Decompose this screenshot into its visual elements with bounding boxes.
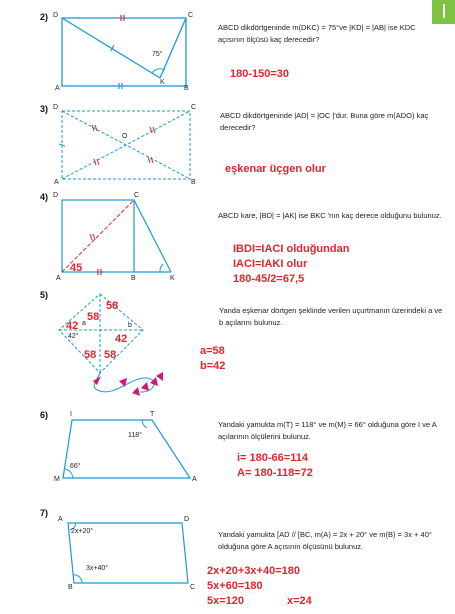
q7-answer-line-3: 5x=120 (207, 595, 245, 607)
q7-angle-b: 3x+40° (86, 565, 109, 572)
q5-red-label-5: 58 (84, 349, 97, 361)
q2-angle-label: 75° (152, 51, 163, 58)
q4-label-d: D (53, 192, 59, 199)
q4-label-c: C (134, 192, 140, 199)
question-4-number: 4) (40, 192, 49, 202)
q2-answer-line-1: 180-150=30 (230, 68, 290, 80)
q2-rectangle-diagram (56, 12, 194, 92)
q6-label-m: M (54, 476, 60, 483)
q5-answer-line-1: a=58 (200, 345, 225, 357)
q2-label-d: D (53, 12, 59, 19)
q6-angle-m: 66° (70, 463, 81, 470)
q3-label-b: B (191, 179, 196, 186)
question-5-number: 5) (40, 290, 49, 300)
q2-label-c: C (188, 12, 194, 19)
question-4-text: ABCD kare, |BD| = |AK| ise BKC 'nın kaç derece olduğunu bulunuz. (218, 211, 442, 220)
corner-tab (432, 0, 455, 24)
q7-label-a: A (58, 516, 63, 523)
question-5-text: Yanda eşkenar dörtgen şeklinde verilen uçurtmanın üzerindeki a ve b açılarını bulunuz. (219, 306, 443, 327)
q5-label-b: b (128, 322, 132, 329)
q7-answer-line-4: x=24 (287, 595, 312, 607)
q4-answer-line-3: 180-45/2=67,5 (233, 273, 305, 285)
q3-label-o: O (122, 133, 128, 140)
question-7-number: 7) (40, 508, 49, 518)
q4-label-a: A (56, 275, 61, 282)
q7-angle-a: 2x+20° (71, 528, 94, 535)
q4-label-k: K (170, 275, 175, 282)
q5-answer-line-2: b=42 (200, 360, 226, 372)
q3-answer-line-1: eşkenar üçgen olur (225, 163, 326, 175)
question-2-number: 2) (40, 12, 49, 22)
question-6-text: Yandaki yamukta m(T) = 118° ve m(M) = 66° olduğuna göre I ve A açılarının ölçülerini bulunuz. (218, 420, 437, 441)
q4-red-angle-label: 45 (70, 262, 83, 274)
question-3-number: 3) (40, 104, 49, 114)
q3-label-d: D (53, 104, 59, 111)
q6-answer-line-1: i= 180-66=114 (237, 452, 308, 464)
q4-answer-line-1: IBDI=IACI olduğundan (233, 243, 350, 255)
q7-trapezoid-diagram (60, 515, 205, 590)
q2-label-k: K (160, 79, 165, 86)
q4-label-b: B (131, 275, 136, 282)
q5-angle-42: 42° (68, 333, 79, 340)
q6-label-t: T (150, 411, 155, 418)
q5-red-label-6: 58 (104, 349, 117, 361)
q7-label-c: C (190, 584, 196, 591)
q7-label-d: D (184, 516, 190, 523)
q3-label-c: C (191, 104, 197, 111)
q3-label-a: A (54, 179, 59, 186)
q4-answer-line-2: IACI=IAKI olur (233, 258, 308, 270)
q5-label-a: a (82, 320, 86, 327)
q6-label-i: I (70, 411, 72, 418)
question-2-text: ABCD dikdörtgeninde m(DKC) = 75°ve |KD| = |AB| ise KDC açısının ölçüsü kaç derecedir? (218, 23, 416, 44)
q7-label-b: B (68, 584, 73, 591)
question-3-text: ABCD dikdörtgeninde |AD| = |OC |'dur. Buna göre m(ADO) kaç derecedir? (220, 111, 429, 132)
question-6-number: 6) (40, 410, 49, 420)
q6-angle-t: 118° (128, 432, 142, 439)
q5-red-label-1: 58 (106, 300, 119, 312)
q5-red-label-3: 42 (66, 320, 79, 332)
q5-red-label-4: 42 (115, 333, 128, 345)
question-7-text: Yandaki yamukta [AD // [BC, m(A) = 2x + 20° ve m(B) = 3x + 40° olduğuna göre A açısının ölçüsünü bulunuz. (218, 530, 432, 551)
q2-label-a: A (55, 85, 60, 92)
q2-label-b: B (184, 85, 189, 92)
q5-red-label-2: 58 (87, 311, 100, 323)
q6-answer-line-2: A= 180-118=72 (237, 467, 313, 479)
q7-answer-line-1: 2x+20+3x+40=180 (207, 565, 300, 577)
q6-trapezoid-diagram (58, 414, 203, 484)
q6-label-a: A (192, 476, 197, 483)
q7-answer-line-2: 5x+60=180 (207, 580, 263, 592)
q3-rectangle-diagram (56, 105, 196, 185)
